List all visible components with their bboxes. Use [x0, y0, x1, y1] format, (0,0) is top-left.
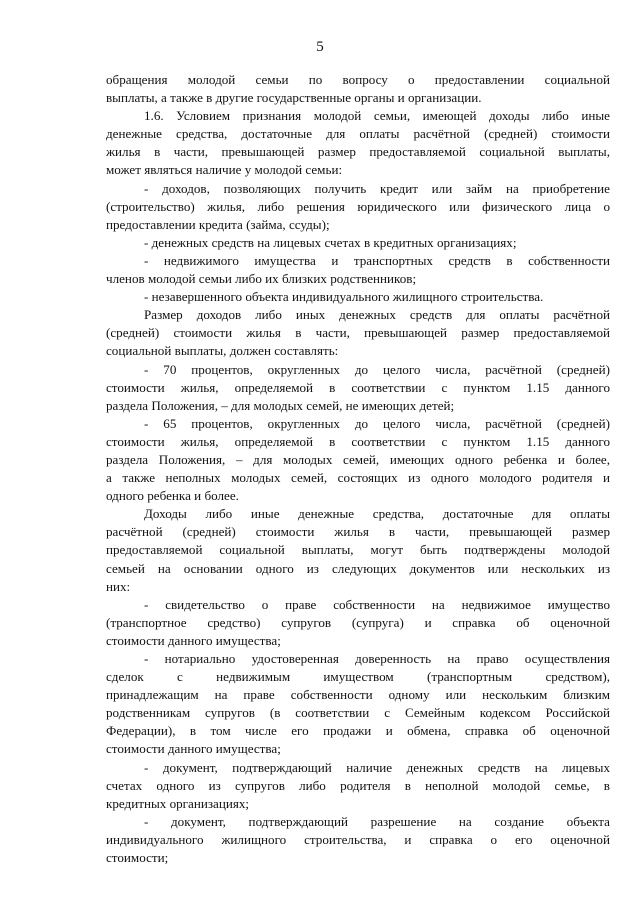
text-line: индивидуального жилищного строительства, и справка о его оценочной [106, 831, 610, 847]
text-line: Доходы либо иные денежные средства, достаточные для оплаты [144, 506, 610, 522]
text-line: расчётной (средней) стоимости жилья в части, превышающей размер [106, 524, 610, 540]
text-line: Федерации), в том числе его продажи и обмена, справка об оценочной [106, 723, 610, 739]
text-line: - незавершенного объекта индивидуального жилищного строительства. [144, 289, 544, 305]
text-line: - нотариально удостоверенная доверенность на право осуществления [144, 651, 610, 666]
text-line: одного ребенка и более. [106, 488, 239, 504]
text-line: - документ, подтверждающий наличие денежных средств на лицевых [144, 759, 610, 775]
text-line: 1.6. Условием признания молодой семьи, имеющей доходы либо иные [144, 108, 610, 124]
text-line: - 70 процентов, округленных до целого числа, расчётной (средней) [144, 361, 610, 377]
text-line: может являться наличие у молодой семьи: [106, 162, 343, 178]
text-line: - денежных средств на лицевых счетах в кредитных организациях; [144, 234, 517, 250]
text-line: принадлежащим на праве собственности одному или нескольким близким [106, 687, 610, 703]
text-line: предоставлении кредита (займа, ссуды); [106, 216, 330, 232]
text-line: сделок с недвижимым имуществом (транспортным средством), [106, 669, 610, 685]
text-line: раздела Положения, – для молодых семей, не имеющих детей; [106, 397, 455, 413]
text-line: денежные средства, достаточные для оплаты расчётной (средней) стоимости [106, 126, 610, 142]
text-line: семьей на основании одного из следующих документов или нескольких из [106, 560, 610, 576]
text-line: (строительство) жилья, либо решения юридического или физического лица о [106, 198, 610, 214]
text-line: стоимости; [106, 850, 169, 866]
text-line: - доходов, позволяющих получить кредит или займ на приобретение [144, 180, 610, 196]
text-line: выплаты, а также в другие государственные органы и организации. [106, 90, 482, 106]
text-line: обращения молодой семьи по вопросу о предоставлении социальной [106, 72, 610, 87]
text-line: (средней) стоимости жилья в части, превышающей размер предоставляемой [106, 325, 610, 341]
text-line: раздела Положения, – для молодых семей, имеющих одного ребенка и более, [106, 451, 610, 467]
document-body [106, 71, 610, 867]
text-line: членов молодой семьи либо их близких родственников; [106, 271, 417, 287]
text-line: - документ, подтверждающий разрешение на создание объекта [144, 813, 610, 829]
text-line: стоимости жилья, определяемой в соответствии с пунктом 1.15 данного [106, 433, 610, 449]
text-line: стоимости жилья, определяемой в соответствии с пунктом 1.15 данного [106, 379, 610, 395]
text-line: Размер доходов либо иных денежных средств для оплаты расчётной [144, 307, 610, 323]
text-line: кредитных организациях; [106, 795, 250, 811]
text-line: - 65 процентов, округленных до целого числа, расчётной (средней) [144, 415, 610, 431]
text-line: стоимости данного имущества; [106, 741, 281, 757]
text-line: социальной выплаты, должен составлять: [106, 343, 339, 359]
text-line: них: [106, 578, 131, 594]
text-line: счетах одного из супругов либо родителя в неполной молодой семье, в [106, 777, 610, 793]
page-number: 5 [316, 39, 324, 55]
text-line: а также неполных молодых семей, состоящих из одного молодого родителя и [106, 470, 610, 486]
text-line: жилья в части, превышающей размер предоставляемой социальной выплаты, [106, 144, 610, 160]
text-line: родственникам супругов (в соответствии с Семейным кодексом Российской [106, 705, 610, 721]
text-line: стоимости данного имущества; [106, 632, 281, 648]
text-line: (транспортное средство) супругов (супруга) и справка об оценочной [106, 614, 610, 630]
text-line: предоставляемой социальной выплаты, могут быть подтверждены молодой [106, 542, 610, 558]
text-line: - недвижимого имущества и транспортных средств в собственности [144, 252, 610, 268]
text-line: - свидетельство о праве собственности на недвижимое имущество [144, 596, 610, 612]
